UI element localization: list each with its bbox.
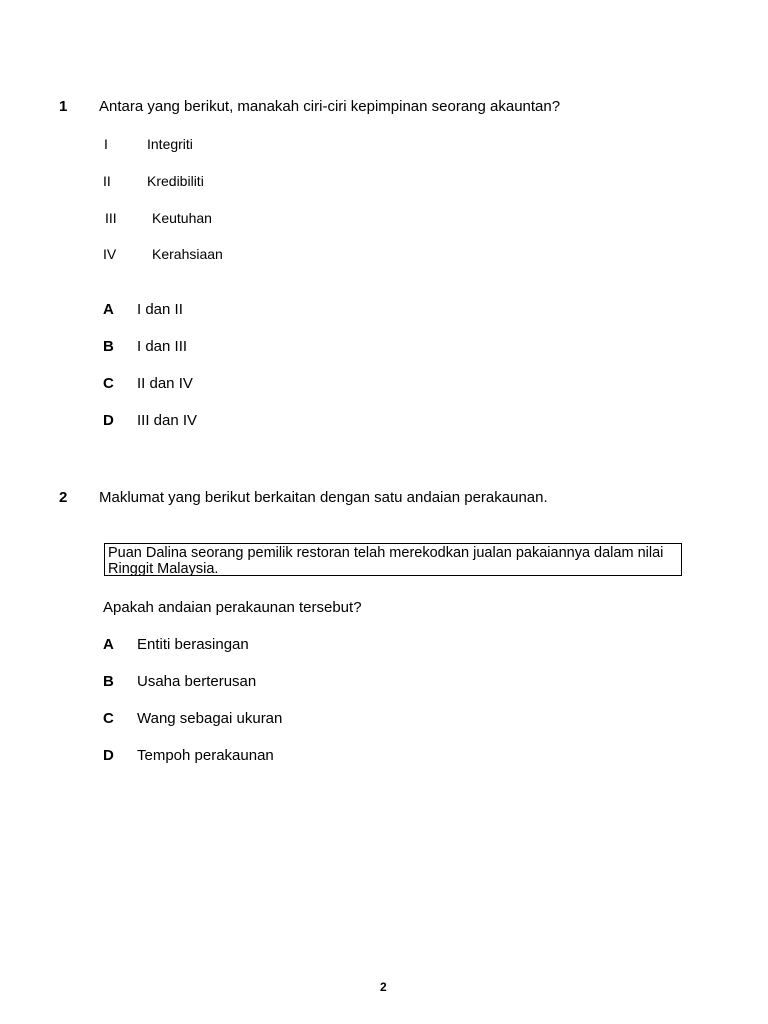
option-text: I dan II bbox=[137, 301, 183, 318]
statement-number: IV bbox=[103, 246, 117, 262]
option-text: I dan III bbox=[137, 338, 188, 355]
option-text: Wang sebagai ukuran bbox=[137, 710, 283, 727]
statement-text: Integriti bbox=[147, 136, 193, 152]
statement-number: II bbox=[103, 173, 111, 189]
page-number: 2 bbox=[380, 980, 387, 994]
option-letter: B bbox=[103, 338, 114, 355]
option-text: Tempoh perakaunan bbox=[137, 747, 274, 764]
question-prompt: Apakah andaian perakaunan tersebut? bbox=[103, 599, 362, 616]
question-number: 1 bbox=[59, 98, 68, 115]
statement-text: Kerahsiaan bbox=[152, 246, 223, 262]
option-text: III dan IV bbox=[137, 412, 198, 429]
option-text: Usaha berterusan bbox=[137, 673, 257, 690]
option-letter: C bbox=[103, 710, 114, 727]
info-box: Puan Dalina seorang pemilik restoran telah merekodkan jualan pakaiannya dalam nilai Ringgit Malaysia. bbox=[104, 543, 682, 576]
statement-number: III bbox=[105, 210, 117, 226]
option-letter: B bbox=[103, 673, 114, 690]
question-text: Antara yang berikut, manakah ciri-ciri kepimpinan seorang akauntan? bbox=[99, 98, 561, 115]
question-number: 2 bbox=[59, 489, 68, 506]
option-letter: A bbox=[103, 301, 114, 318]
question-text: Maklumat yang berikut berkaitan dengan satu andaian perakaunan. bbox=[99, 489, 548, 506]
option-letter: D bbox=[103, 747, 114, 764]
option-text: II dan IV bbox=[137, 375, 193, 392]
option-letter: A bbox=[103, 636, 114, 653]
statement-number: I bbox=[104, 136, 108, 152]
statement-text: Keutuhan bbox=[152, 210, 212, 226]
option-letter: C bbox=[103, 375, 114, 392]
option-letter: D bbox=[103, 412, 114, 429]
option-text: Entiti berasingan bbox=[137, 636, 249, 653]
statement-text: Kredibiliti bbox=[147, 173, 204, 189]
